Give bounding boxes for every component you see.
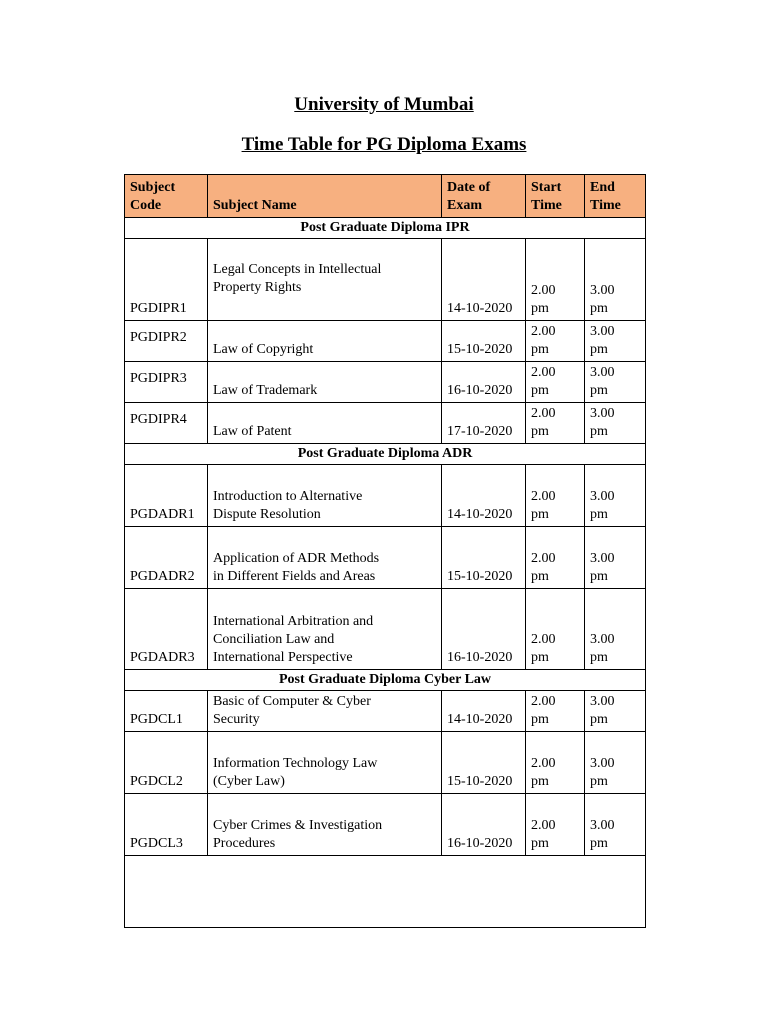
exam-date: 15-10-2020 (442, 732, 526, 794)
subject-name: Law of Trademark (208, 362, 442, 403)
end-time: 3.00 pm (585, 362, 646, 403)
exam-date: 17-10-2020 (442, 403, 526, 444)
empty-row (125, 856, 646, 928)
table-row (125, 527, 646, 589)
section-row-adr (125, 444, 646, 465)
start-time: 2.00 pm (526, 321, 585, 362)
exam-date: 14-10-2020 (442, 465, 526, 527)
subject-code: PGDIPR4 (125, 403, 208, 444)
column-header-date-of-exam: Date of Exam (442, 175, 526, 218)
subject-name: International Arbitration and Conciliation Law and International Perspective (208, 589, 442, 670)
page-subtitle: Time Table for PG Diploma Exams (241, 134, 527, 155)
subject-name: Introduction to Alternative Dispute Resolution (208, 465, 442, 527)
table-row (125, 403, 646, 444)
column-header-end-time: End Time (585, 175, 646, 218)
end-time: 3.00 pm (585, 321, 646, 362)
subject-name: Legal Concepts in Intellectual Property Rights (208, 239, 442, 321)
start-time: 2.00 pm (526, 362, 585, 403)
subject-code: PGDCL3 (125, 794, 208, 856)
start-time: 2.00 pm (526, 691, 585, 732)
section-title: Post Graduate Diploma ADR (125, 444, 646, 465)
subject-code: PGDCL2 (125, 732, 208, 794)
exam-date: 14-10-2020 (442, 691, 526, 732)
subject-name: Law of Copyright (208, 321, 442, 362)
end-time: 3.00 pm (585, 239, 646, 321)
exam-date: 15-10-2020 (442, 321, 526, 362)
page-title: University of Mumbai (294, 94, 474, 115)
subject-code: PGDADR2 (125, 527, 208, 589)
subject-code: PGDADR3 (125, 589, 208, 670)
end-time: 3.00 pm (585, 589, 646, 670)
column-header-subject-code: Subject Code (125, 175, 208, 218)
table-row (125, 589, 646, 670)
end-time: 3.00 pm (585, 527, 646, 589)
end-time: 3.00 pm (585, 732, 646, 794)
start-time: 2.00 pm (526, 465, 585, 527)
exam-date: 16-10-2020 (442, 589, 526, 670)
end-time: 3.00 pm (585, 794, 646, 856)
subject-name: Law of Patent (208, 403, 442, 444)
table-row (125, 362, 646, 403)
subject-code: PGDCL1 (125, 691, 208, 732)
section-title: Post Graduate Diploma Cyber Law (125, 670, 646, 691)
section-row-cyber-law (125, 670, 646, 691)
end-time: 3.00 pm (585, 691, 646, 732)
subject-code: PGDIPR2 (125, 321, 208, 362)
subject-name: Information Technology Law (Cyber Law) (208, 732, 442, 794)
start-time: 2.00 pm (526, 403, 585, 444)
subject-name: Basic of Computer & Cyber Security (208, 691, 442, 732)
table-row (125, 321, 646, 362)
subject-code: PGDIPR3 (125, 362, 208, 403)
start-time: 2.00 pm (526, 589, 585, 670)
subject-name: Application of ADR Methods in Different Fields and Areas (208, 527, 442, 589)
start-time: 2.00 pm (526, 527, 585, 589)
start-time: 2.00 pm (526, 239, 585, 321)
subject-name: Cyber Crimes & Investigation Procedures (208, 794, 442, 856)
column-header-start-time: Start Time (526, 175, 585, 218)
exam-date: 14-10-2020 (442, 239, 526, 321)
section-row-ipr (125, 218, 646, 239)
table-row (125, 465, 646, 527)
column-header-subject-name: Subject Name (208, 175, 442, 218)
end-time: 3.00 pm (585, 403, 646, 444)
exam-date: 16-10-2020 (442, 794, 526, 856)
exam-date: 16-10-2020 (442, 362, 526, 403)
start-time: 2.00 pm (526, 794, 585, 856)
empty-cell (125, 856, 646, 928)
exam-date: 15-10-2020 (442, 527, 526, 589)
end-time: 3.00 pm (585, 465, 646, 527)
table-row (125, 732, 646, 794)
table-row (125, 691, 646, 732)
header-row (125, 175, 646, 218)
table-row (125, 794, 646, 856)
subject-code: PGDADR1 (125, 465, 208, 527)
table-row (125, 239, 646, 321)
subject-code: PGDIPR1 (125, 239, 208, 321)
section-title: Post Graduate Diploma IPR (125, 218, 646, 239)
start-time: 2.00 pm (526, 732, 585, 794)
timetable (124, 174, 646, 928)
